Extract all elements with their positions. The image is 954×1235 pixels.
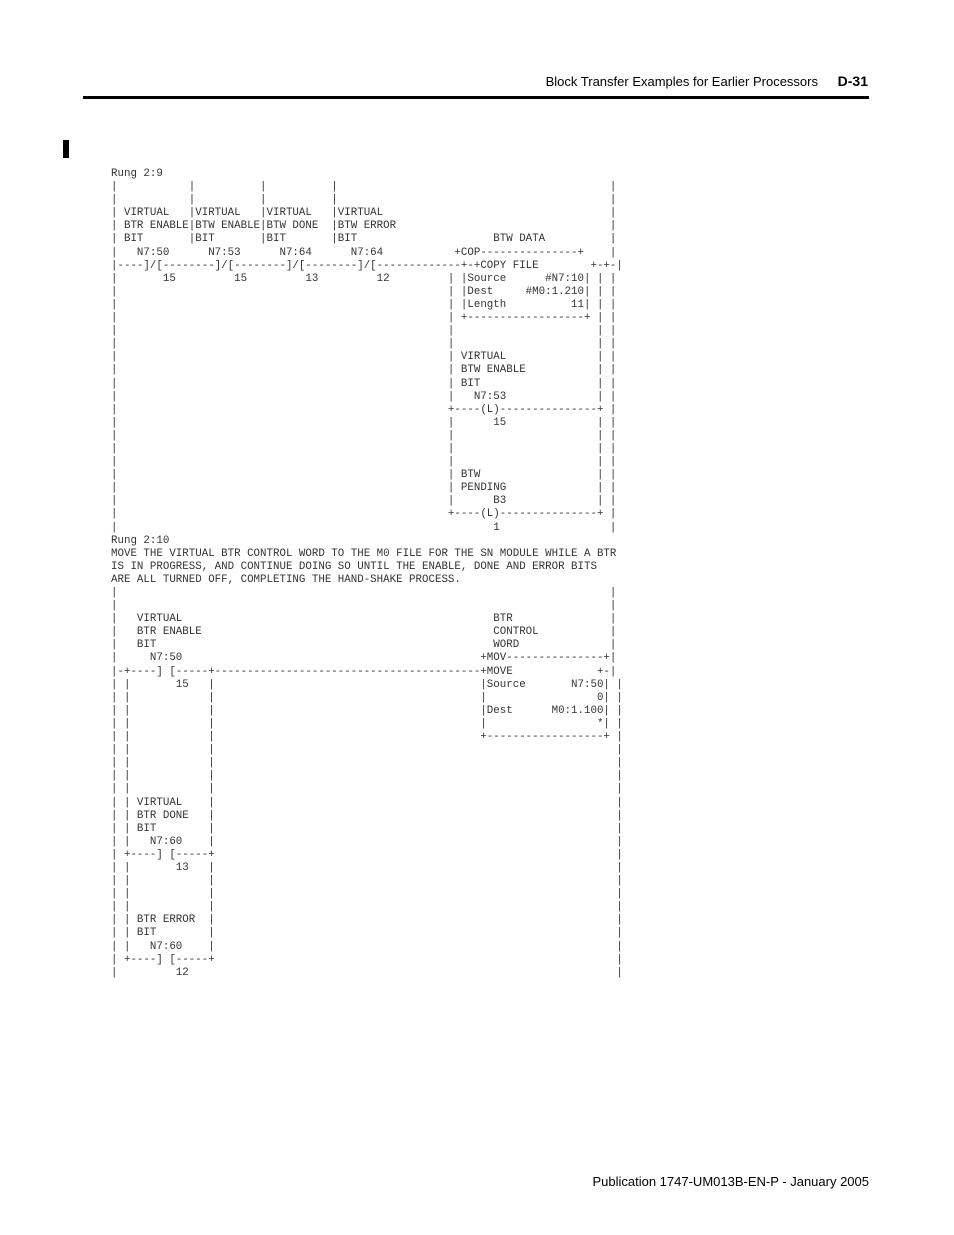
ladder-line: | BIT |BIT |BIT |BIT BTW DATA | bbox=[111, 233, 617, 246]
ladder-line: | | | |Dest M0:1.100| | bbox=[111, 704, 623, 717]
ladder-line: | +----] [-----+ | bbox=[111, 953, 623, 966]
ladder-line: | | B3 | | bbox=[111, 495, 617, 508]
ladder-line: | | | | bbox=[111, 770, 623, 783]
ladder-line: | BTR ENABLE CONTROL | bbox=[111, 626, 617, 639]
ladder-line: | | | | 0| | bbox=[111, 691, 623, 704]
ladder-line: | +----] [-----+ | bbox=[111, 848, 623, 861]
ladder-line: | | | | bbox=[111, 757, 623, 770]
ladder-line: | | PENDING | | bbox=[111, 482, 617, 495]
ladder-line: | | N7:53 | | bbox=[111, 390, 617, 403]
ladder-line: | | | | bbox=[111, 325, 617, 338]
ladder-line: | | VIRTUAL | | bbox=[111, 351, 617, 364]
ladder-line: | | | | bbox=[111, 429, 617, 442]
ladder-line: | | BTR DONE | | bbox=[111, 809, 623, 822]
ladder-line: | +----(L)---------------+ | bbox=[111, 508, 617, 521]
ladder-line: | | | | bbox=[111, 744, 623, 757]
ladder-line: | | |Length 11| | | bbox=[111, 298, 617, 311]
publication-footer: Publication 1747-UM013B-EN-P - January 2005 bbox=[592, 1174, 869, 1189]
ladder-line: | | BTR ERROR | | bbox=[111, 914, 623, 927]
revision-change-bar bbox=[63, 140, 69, 158]
ladder-line: | | N7:60 | | bbox=[111, 940, 623, 953]
ladder-line: | | +------------------+ | | bbox=[111, 312, 617, 325]
ladder-line: MOVE THE VIRTUAL BTR CONTROL WORD TO THE M0 FILE FOR THE SN MODULE WHILE A BTR bbox=[111, 547, 617, 560]
ladder-line: Rung 2:9 bbox=[111, 168, 163, 180]
ladder-line: | N7:50 +MOV---------------+| bbox=[111, 652, 617, 665]
header-rule bbox=[83, 96, 869, 99]
ladder-line: Rung 2:10 bbox=[111, 534, 170, 547]
ladder-line: | | VIRTUAL | | bbox=[111, 796, 623, 809]
ladder-line: | | N7:60 | | bbox=[111, 835, 623, 848]
ladder-line: | | 15 | |Source N7:50| | bbox=[111, 678, 623, 691]
ladder-line: | | | | bbox=[111, 456, 617, 469]
ladder-line: | 12 | bbox=[111, 966, 623, 979]
ladder-line: | | 15 | | bbox=[111, 416, 617, 429]
ladder-line: | | BTW ENABLE | | bbox=[111, 364, 617, 377]
ladder-line: | BTR ENABLE|BTW ENABLE|BTW DONE |BTW ERROR | bbox=[111, 220, 617, 233]
ladder-line: | | BTW | | bbox=[111, 469, 617, 482]
ladder-line: | VIRTUAL |VIRTUAL |VIRTUAL |VIRTUAL | bbox=[111, 207, 617, 220]
ladder-line: | | | | bbox=[111, 875, 623, 888]
ladder-line: | VIRTUAL BTR | bbox=[111, 613, 617, 626]
ladder-line: | | | | | bbox=[111, 181, 617, 194]
ladder-line: | | | | | bbox=[111, 194, 617, 207]
ladder-line: | | BIT | | bbox=[111, 822, 623, 835]
ladder-line: |----]/[--------]/[--------]/[--------]/[-------------+-+COPY FILE +-+-| bbox=[111, 259, 623, 272]
ladder-line: | | 13 | | bbox=[111, 861, 623, 874]
ladder-line: |-+----] [-----+-----------------------------------------+MOVE +-| bbox=[111, 665, 617, 678]
ladder-line: | | BIT | | bbox=[111, 927, 623, 940]
ladder-line: | | | | bbox=[111, 442, 617, 455]
ladder-line: | BIT WORD | bbox=[111, 639, 617, 652]
ladder-line: | | | | bbox=[111, 338, 617, 351]
ladder-logic-listing bbox=[111, 168, 623, 980]
ladder-line: | | | | bbox=[111, 901, 623, 914]
ladder-line: ARE ALL TURNED OFF, COMPLETING THE HAND-SHAKE PROCESS. bbox=[111, 573, 461, 586]
ladder-line: | | bbox=[111, 600, 617, 613]
ladder-line: | | | | bbox=[111, 888, 623, 901]
header-title: Block Transfer Examples for Earlier Processors bbox=[545, 74, 818, 89]
ladder-line: | +----(L)---------------+ | bbox=[111, 403, 617, 416]
ladder-line: | | bbox=[111, 587, 617, 599]
ladder-line: | 15 15 13 12 | |Source #N7:10| | | bbox=[111, 272, 617, 285]
ladder-line: | | | +------------------+ | bbox=[111, 731, 623, 744]
ladder-line: | N7:50 N7:53 N7:64 N7:64 +COP---------------+ | bbox=[111, 246, 617, 259]
ladder-line: | | | | *| | bbox=[111, 717, 623, 730]
ladder-line: | 1 | bbox=[111, 521, 617, 534]
ladder-line: | | BIT | | bbox=[111, 377, 617, 390]
ladder-line: | | |Dest #M0:1.210| | | bbox=[111, 285, 617, 298]
page-number: D-31 bbox=[837, 73, 868, 89]
ladder-line: | | | | bbox=[111, 783, 623, 796]
ladder-line: IS IN PROGRESS, AND CONTINUE DOING SO UNTIL THE ENABLE, DONE AND ERROR BITS bbox=[111, 560, 597, 573]
